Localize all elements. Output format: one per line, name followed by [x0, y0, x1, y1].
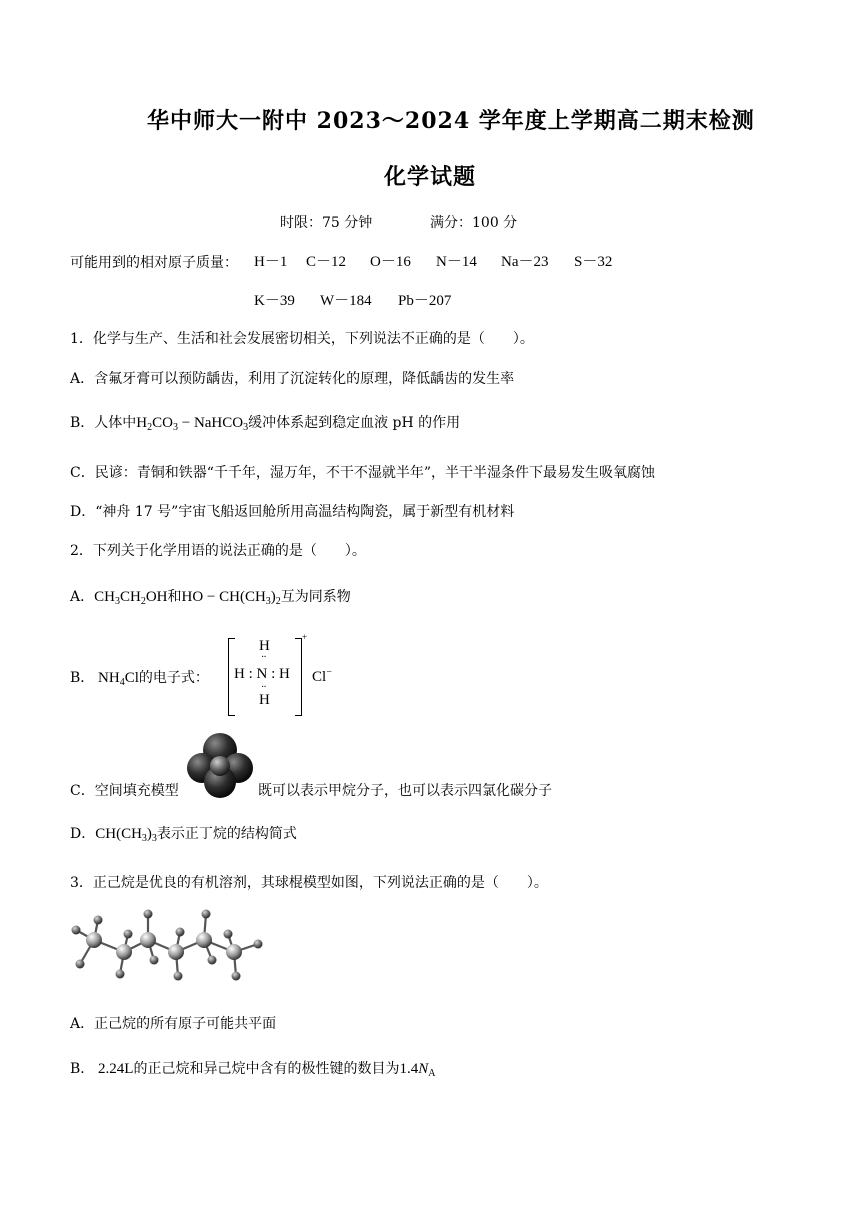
atomic-mass-c: C－12 [306, 254, 347, 270]
atomic-mass-o: O－16 [370, 254, 411, 270]
q1-option-a: A．含氟牙膏可以预防龋齿，利用了沉淀转化的原理，降低龋齿的发生率 [70, 371, 515, 387]
q1-option-b-prefix: B．人体中 [70, 415, 137, 431]
time-limit: 时限：75 分钟 [280, 215, 373, 231]
isobutane-formula: $CH(CH_3)_3$ [95, 826, 157, 844]
space-filling-model-image [186, 730, 254, 800]
atomic-mass-n: N－14 [436, 254, 477, 270]
q3-option-b-mid: 的正己烷和异己烷中含有的极性键的数目为 [133, 1061, 400, 1077]
q2-option-d-suffix: 表示正丁烷的结构简式 [156, 826, 297, 842]
exam-title: 华中师大一附中 2023～2024 学年度上学期高二期末检测 [147, 108, 755, 134]
q2-option-b-mid: 的电子式： [138, 670, 209, 686]
exam-subtitle: 化学试题 [384, 164, 477, 190]
ethanol-formula: $CH_3CH_2OH$ [94, 589, 168, 607]
q2-option-c-suffix: 既可以表示甲烷分子，也可以表示四氯化碳分子 [258, 783, 552, 799]
q2-stem: 2．下列关于化学用语的说法正确的是（ ）。 [70, 543, 366, 559]
q3-stem: 3．正己烷是优良的有机溶剂，其球棍模型如图，下列说法正确的是（ ）。 [70, 875, 548, 891]
atomic-mass-label: 可能用到的相对原子质量： [70, 255, 238, 271]
q2-option-a [70, 586, 351, 607]
full-score: 满分：100 分 [430, 215, 518, 231]
isopropanol-formula: HO − $CH(CH_3)_2$ [181, 589, 281, 607]
q2-option-b [70, 667, 209, 688]
atomic-mass-h: H－1 [254, 254, 288, 270]
volume-value: 2.24L [94, 1061, 134, 1077]
ammonium-lewis-structure: H ·· H : N : H ·· H + [228, 636, 308, 716]
q2-option-d [70, 823, 297, 844]
chloride-ion: Cl− [312, 667, 332, 685]
q1-option-b [70, 412, 460, 433]
buffer-formula: $H_2CO_3$ − NaHCO$_3$ [136, 415, 249, 433]
atomic-mass-w: W－184 [320, 293, 372, 309]
q2-option-a-prefix: A． [70, 589, 95, 605]
ammonium-chloride-formula: $NH_4Cl$ [94, 670, 139, 688]
q3-option-b-prefix: B． [70, 1061, 95, 1077]
q3-option-b [70, 1058, 435, 1079]
q2-option-d-prefix: D． [70, 826, 96, 842]
q1-option-c: C．民谚：青铜和铁器“千千年，湿万年，不干不湿就半年”，半干半湿条件下最易发生吸氧腐蚀 [70, 465, 656, 481]
q1-stem: 1．化学与生产、生活和社会发展密切相关，下列说法不正确的是（ ）。 [70, 331, 534, 347]
atomic-mass-pb: Pb－207 [398, 293, 452, 309]
atomic-mass-k: K－39 [254, 293, 295, 309]
hexane-ball-stick-model-image [64, 904, 274, 982]
q2-option-a-mid: 和 [167, 589, 182, 605]
q2-option-a-suffix: 互为同系物 [280, 589, 351, 605]
atomic-mass-s: S－32 [574, 254, 613, 270]
q3-option-a: A．正己烷的所有原子可能共平面 [70, 1016, 277, 1032]
atomic-mass-na: Na－23 [501, 254, 549, 270]
bond-count-value: $1.4N_A$ [399, 1061, 436, 1079]
q1-option-d: D．“神舟 17 号”宇宙飞船返回舱所用高温结构陶瓷，属于新型有机材料 [70, 504, 515, 520]
q2-option-b-prefix: B． [70, 670, 95, 686]
q2-option-c-prefix: C．空间填充模型 [70, 783, 179, 799]
q1-option-b-suffix: 缓冲体系起到稳定血液 pH 的作用 [248, 415, 461, 431]
